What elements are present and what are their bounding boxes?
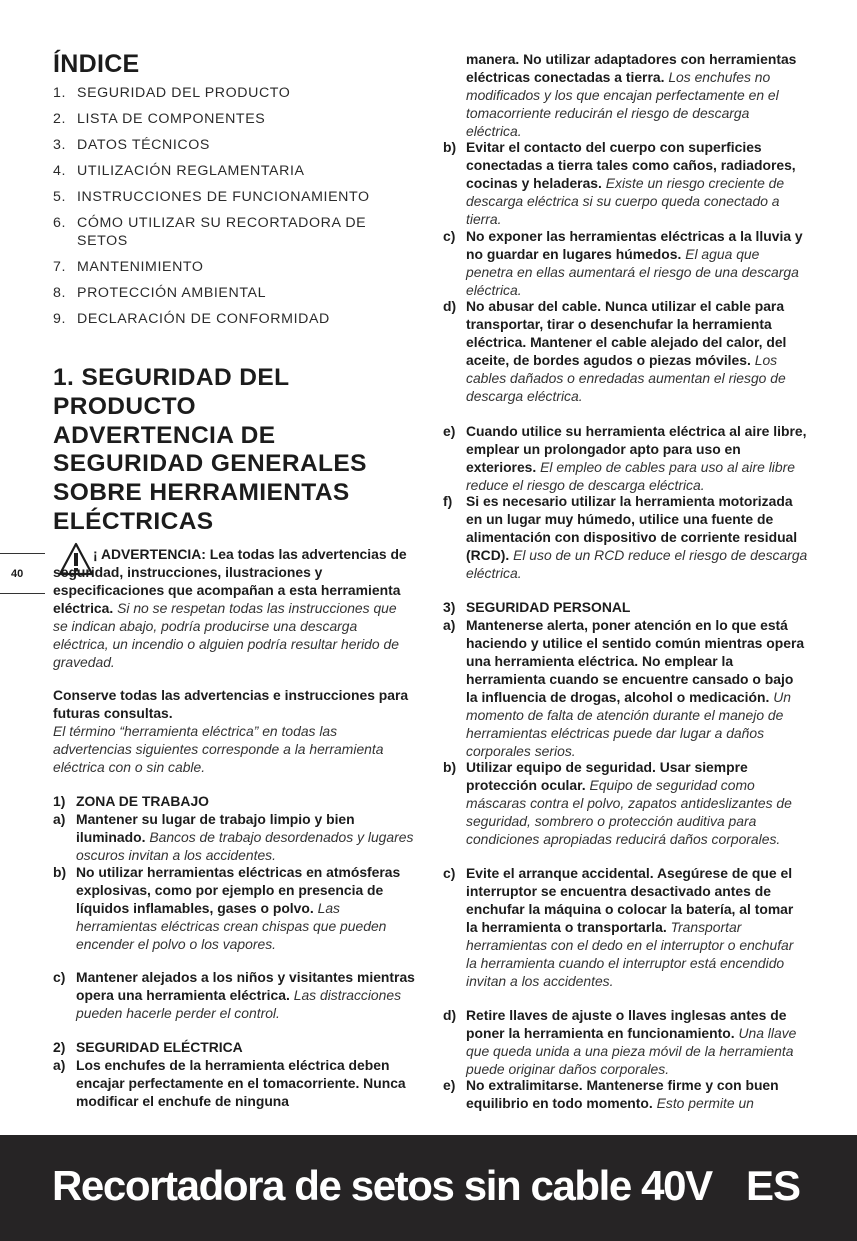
- list-item: a) Los enchufes de la herramienta eléctrica deben encajar perfectamente en el tomacorriente. Nunca modificar el enchufe de ninguna: [53, 1057, 406, 1109]
- toc-item: 2. LISTA DE COMPONENTES: [53, 111, 266, 127]
- list-item: b) No utilizar herramientas eléctricas en atmósferas explosivas, como por ejemplo en presencia de líquidos inflamables, gases o polvo. Las herramientas eléctricas crean chispas que pueden encender el polvo o los vapores.: [53, 864, 401, 952]
- list-item: c) Mantener alejados a los niños y visitantes mientras opera una herramienta eléctrica. Las distracciones pueden hacerle perder el control.: [53, 969, 415, 1021]
- page-number: 40: [11, 568, 24, 580]
- table-of-contents: [53, 84, 393, 336]
- page-number-marker: [0, 553, 45, 593]
- section-title: 1. SEGURIDAD DEL PRODUCTO ADVERTENCIA DE SEGURIDAD GENERALES SOBRE HERRAMIENTAS ELÉCTRICAS: [53, 364, 367, 535]
- list-item: b) Evitar el contacto del cuerpo con superficies conectadas a tierra tales como caños, radiadores, cocinas y heladeras. Existe un riesgo creciente de descarga eléctrica si su cuerpo queda conectado a tierra.: [443, 139, 796, 227]
- list-item: a) Mantener su lugar de trabajo limpio y bien iluminado. Bancos de trabajo desordenados y lugares oscuros invitan a los accidentes.: [53, 811, 414, 863]
- toc-item: 1. SEGURIDAD DEL PRODUCTO: [53, 85, 291, 101]
- electrical-heading: 2) SEGURIDAD ELÉCTRICA: [53, 1039, 243, 1055]
- list-item: c) Evite el arranque accidental. Asegúrese de que el interruptor se encuentra desactivado antes de enchufar la máquina o colocar la batería, al tomar la herramienta o transportarla. Transportar herramientas con el dedo en el interruptor o enchufar la herramienta cuando el interruptor está encendido invitan a los accidentes.: [443, 865, 794, 989]
- personal-safety-heading: 3) SEGURIDAD PERSONAL: [443, 599, 631, 615]
- list-item-continued: manera. No utilizar adaptadores con herramientas eléctricas conectadas a tierra. Los enchufes no modificados y los que encajan perfectamente en el tomacorriente reducirán el riesgo de descarga eléctrica.: [466, 51, 797, 139]
- work-area-heading: 1) ZONA DE TRABAJO: [53, 793, 209, 809]
- toc-item: 7. MANTENIMIENTO: [53, 259, 204, 275]
- list-item: f) Si es necesario utilizar la herramienta motorizada en un lugar muy húmedo, utilice una fuente de alimentación con dispositivo de corriente residual (RCD). El uso de un RCD reduce el riesgo de descarga eléctrica.: [443, 493, 808, 581]
- list-item: d) No abusar del cable. Nunca utilizar el cable para transportar, tirar o desenchufar la herramienta eléctrica. Mantener el cable alejado del calor, del aceite, de bordes agudos o piezas móviles. Los cables dañados o enredadas aumentan el riesgo de descarga eléctrica.: [443, 298, 787, 404]
- toc-item: 5. INSTRUCCIONES DE FUNCIONAMIENTO: [53, 189, 370, 205]
- footer-title: Recortadora de setos sin cable 40V: [52, 1162, 712, 1209]
- warning-paragraph: ¡ ADVERTENCIA: Lea todas las advertencias de seguridad, instrucciones, ilustraciones y especificaciones que acompañan a esta herramienta eléctrica. Si no se respetan todas las instrucciones que se indican abajo, podría producirse una descarga eléctrica, un incendio o alguien podría resultar herido de gravedad.: [53, 546, 407, 670]
- list-item: b) Utilizar equipo de seguridad. Usar siempre protección ocular. Equipo de seguridad como máscaras contra el polvo, zapatos antideslizantes de seguridad, sombrero o protección auditiva para condiciones apropiadas reducirá daños corporales.: [443, 759, 792, 847]
- keep-instructions-paragraph: Conserve todas las advertencias e instrucciones para futuras consultas. El término “herramienta eléctrica” en todas las advertencias siguientes corresponde a la herramienta eléctrica con o sin cable.: [53, 687, 409, 775]
- list-item: a) Mantenerse alerta, poner atención en lo que está haciendo y utilice el sentido común mientras opera una herramienta eléctrica. No emplear la herramienta cuando se encuentre cansado o bajo la influencia de drogas, alcohol o medicación. Un momento de falta de atención durante el manejo de herramientas eléctricas puede dar lugar a daños corporales serios.: [443, 617, 805, 759]
- toc-item: 9. DECLARACIÓN DE CONFORMIDAD: [53, 311, 330, 327]
- list-item: e) No extralimitarse. Mantenerse firme y con buen equilibrio en todo momento. Esto permite un: [443, 1077, 779, 1111]
- list-item: d) Retire llaves de ajuste o llaves inglesas antes de poner la herramienta en funcionamiento. Una llave que queda unida a una pieza móvil de la herramienta puede originar daños corporales.: [443, 1007, 797, 1077]
- toc-item: 3. DATOS TÉCNICOS: [53, 137, 210, 153]
- toc-item: 8. PROTECCIÓN AMBIENTAL: [53, 285, 267, 301]
- footer-banner: [0, 1135, 857, 1241]
- list-item: e) Cuando utilice su herramienta eléctrica al aire libre, emplear un prolongador apto para uso en exteriores. El empleo de cables para uso al aire libre reduce el riesgo de descarga eléctrica.: [443, 423, 807, 493]
- list-item: c) No exponer las herramientas eléctricas a la lluvia y no guardar en lugares húmedos. El agua que penetra en ellas aumentará el riesgo de una descarga eléctrica.: [443, 228, 803, 298]
- index-title: ÍNDICE: [53, 50, 140, 78]
- toc-item: 6. CÓMO UTILIZAR SU RECORTADORA DE SETOS: [53, 215, 367, 249]
- language-code: ES: [746, 1162, 801, 1209]
- toc-item: 4. UTILIZACIÓN REGLAMENTARIA: [53, 163, 305, 179]
